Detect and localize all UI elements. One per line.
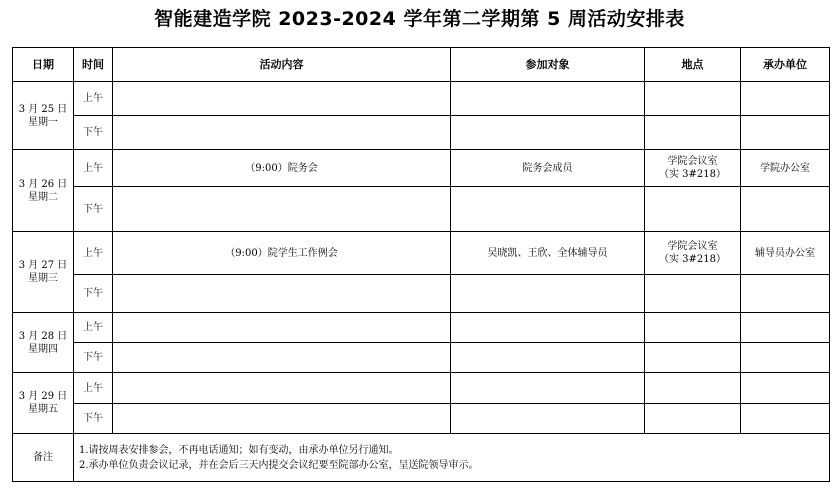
participants-cell: 院务会成员 (451, 150, 645, 187)
notes-label: 备注 (13, 434, 74, 482)
participants-cell (451, 313, 645, 343)
organizer-cell (741, 116, 830, 150)
participants-cell: 吴晓凯、王欣、全体辅导员 (451, 232, 645, 275)
location-line: 学院会议室 (667, 156, 718, 167)
table-row (13, 116, 830, 150)
notes-content (74, 434, 830, 482)
participants-cell (451, 404, 645, 434)
date-text: 3 月 26 日 (18, 178, 68, 190)
location-cell (645, 232, 741, 275)
participants-cell (451, 343, 645, 373)
activity-cell: （9:00）院务会 (113, 150, 451, 187)
activity-cell (113, 116, 451, 150)
location-cell (645, 187, 741, 232)
organizer-cell (741, 373, 830, 404)
location-line: （实 3#218） (658, 169, 726, 180)
schedule-table (12, 47, 830, 482)
time-cell: 上午 (74, 150, 113, 187)
weekday-text: 星期四 (28, 343, 58, 355)
activity-cell (113, 404, 451, 434)
date-cell (13, 150, 74, 232)
time-cell: 下午 (74, 116, 113, 150)
time-cell: 上午 (74, 313, 113, 343)
time-cell: 下午 (74, 187, 113, 232)
header-organizer: 承办单位 (741, 48, 830, 82)
time-cell: 下午 (74, 343, 113, 373)
participants-cell (451, 275, 645, 313)
activity-cell (113, 313, 451, 343)
time-cell: 上午 (74, 82, 113, 116)
table-row (13, 187, 830, 232)
location-cell (645, 343, 741, 373)
date-text: 3 月 27 日 (18, 260, 68, 271)
table-row (13, 343, 830, 373)
activity-cell (113, 82, 451, 116)
organizer-cell (741, 275, 830, 313)
notes-row (13, 434, 830, 482)
location-cell (645, 313, 741, 343)
header-row (13, 48, 830, 82)
organizer-cell (741, 313, 830, 343)
time-cell: 上午 (74, 373, 113, 404)
note-line: 2.承办单位负责会议记录，并在会后三天内提交会议纪要至院部办公室，呈送院领导审示。 (79, 459, 479, 471)
time-cell: 下午 (74, 404, 113, 434)
header-activity: 活动内容 (113, 48, 451, 82)
organizer-cell (741, 343, 830, 373)
note-line: 1.请按周表安排参会，不再电话通知；如有变动，由承办单位另行通知。 (79, 444, 399, 456)
header-participants: 参加对象 (451, 48, 645, 82)
table-row (13, 232, 830, 275)
participants-cell (451, 187, 645, 232)
table-row (13, 313, 830, 343)
organizer-cell (741, 187, 830, 232)
table-row (13, 373, 830, 404)
activity-cell (113, 343, 451, 373)
date-text: 3 月 25 日 (18, 103, 68, 115)
date-cell (13, 313, 74, 373)
organizer-cell (741, 82, 830, 116)
header-time: 时间 (74, 48, 113, 82)
time-cell: 上午 (74, 232, 113, 275)
location-cell (645, 275, 741, 313)
page-title: 智能建造学院 2023-2024 学年第二学期第 5 周活动安排表 (154, 8, 685, 30)
activity-cell (113, 275, 451, 313)
participants-cell (451, 82, 645, 116)
location-cell (645, 373, 741, 404)
activity-cell (113, 187, 451, 232)
time-cell: 下午 (74, 275, 113, 313)
weekday-text: 星期一 (28, 116, 58, 128)
weekday-text: 星期三 (28, 273, 58, 284)
date-cell (13, 373, 74, 434)
location-cell (645, 404, 741, 434)
date-text: 3 月 29 日 (18, 391, 68, 402)
organizer-cell: 辅导员办公室 (741, 232, 830, 275)
table-row (13, 150, 830, 187)
table-row (13, 82, 830, 116)
table-row (13, 275, 830, 313)
location-cell (645, 116, 741, 150)
table-row (13, 404, 830, 434)
participants-cell (451, 373, 645, 404)
location-cell (645, 150, 741, 187)
location-line: 学院会议室 (667, 241, 718, 252)
location-cell (645, 82, 741, 116)
activity-cell: （9:00）院学生工作例会 (113, 232, 451, 275)
weekday-text: 星期二 (28, 191, 58, 203)
location-line: （实 3#218） (658, 254, 726, 265)
date-cell (13, 82, 74, 150)
organizer-cell (741, 404, 830, 434)
weekday-text: 星期五 (28, 404, 58, 415)
header-location: 地点 (645, 48, 741, 82)
header-date: 日期 (13, 48, 74, 82)
participants-cell (451, 116, 645, 150)
date-text: 3 月 28 日 (18, 330, 68, 342)
organizer-cell: 学院办公室 (741, 150, 830, 187)
activity-cell (113, 373, 451, 404)
date-cell (13, 232, 74, 313)
